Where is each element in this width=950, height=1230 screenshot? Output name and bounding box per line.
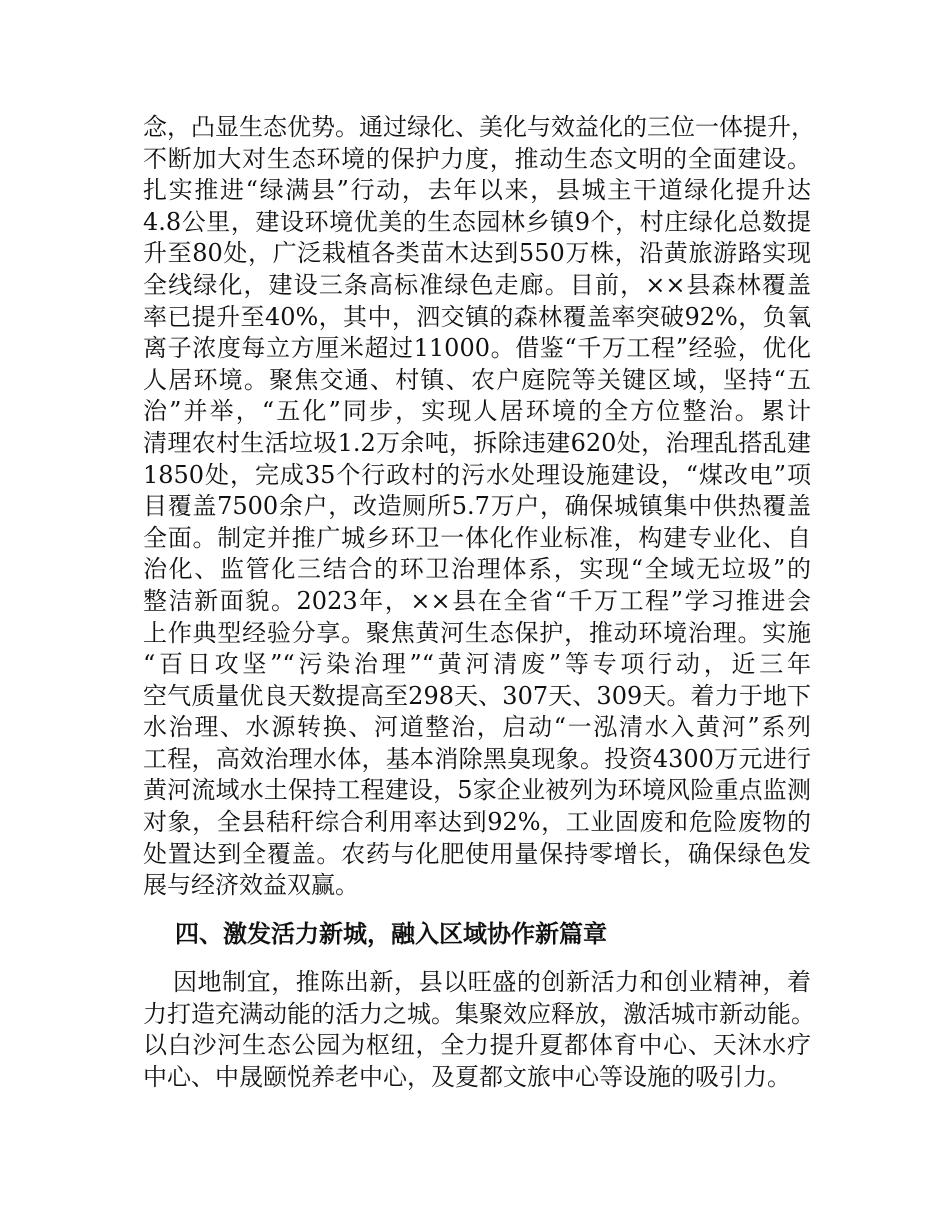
text-line: 扎实推进“绿满县”行动，去年以来，县城主干道绿化提升达: [143, 176, 811, 205]
text-line: 水治理、水源转换、河道整治，启动“一泓清水入黄河”系列: [143, 713, 811, 742]
text-line: 展与经济效益双赢。: [143, 871, 359, 900]
text-line: 全线绿化，建设三条高标准绿色走廊。目前，××县森林覆盖: [143, 270, 811, 299]
text-line: 4.8公里，建设环境优美的生态园林乡镇9个，村庄绿化总数提: [143, 207, 811, 236]
body-paragraph-vitality: [143, 967, 815, 1093]
text-line: “百日攻坚”“污染治理”“黄河清废”等专项行动，近三年: [143, 650, 811, 679]
text-line: 人居环境。聚焦交通、村镇、农户庭院等关键区域，坚持“五: [143, 365, 811, 394]
text-line: 治”并举，“五化”同步，实现人居环境的全方位整治。累计: [143, 397, 811, 426]
text-line: 离子浓度每立方厘米超过11000。借鉴“千万工程”经验，优化: [143, 334, 811, 363]
text-line: 不断加大对生态环境的保护力度，推动生态文明的全面建设。: [143, 144, 811, 173]
text-line: 工程，高效治理水体，基本消除黑臭现象。投资4300万元进行: [143, 744, 811, 773]
body-paragraph-ecology: [143, 112, 815, 902]
text-line: 1850处，完成35个行政村的污水处理设施建设，“煤改电”项: [143, 460, 811, 489]
text-line: 中心、中晟颐悦养老中心，及夏都文旅中心等设施的吸引力。: [143, 1062, 791, 1091]
text-line: 目覆盖7500余户，改造厕所5.7万户，确保城镇集中供热覆盖: [143, 492, 811, 521]
text-line: 治化、监管化三结合的环卫治理体系，实现“全域无垃圾”的: [143, 555, 811, 584]
text-line: 整洁新面貌。2023年，××县在全省“千万工程”学习推进会: [143, 586, 811, 615]
text-line: 空气质量优良天数提高至298天、307天、309天。着力于地下: [143, 681, 811, 710]
text-line: 处置达到全覆盖。农药与化肥使用量保持零增长，确保绿色发: [143, 839, 811, 868]
section-heading: 四、激发活力新城，融入区域协作新篇章: [175, 920, 607, 948]
text-line: 以白沙河生态公园为枢纽，全力提升夏都体育中心、天沐水疗: [143, 1031, 811, 1060]
text-line: 升至80处，广泛栽植各类苗木达到550万株，沿黄旅游路实现: [143, 239, 811, 268]
text-line: 率已提升至40%，其中，泗交镇的森林覆盖率突破92%，负氧: [143, 302, 811, 331]
text-line: 清理农村生活垃圾1.2万余吨，拆除违建620处，治理乱搭乱建: [143, 428, 811, 457]
text-line: 黄河流域水土保持工程建设，5家企业被列为环境风险重点监测: [143, 776, 811, 805]
text-line: 因地制宜，推陈出新，县以旺盛的创新活力和创业精神，着: [173, 968, 811, 996]
text-line: 全面。制定并推广城乡环卫一体化作业标准，构建专业化、自: [143, 523, 811, 552]
text-line: 念，凸显生态优势。通过绿化、美化与效益化的三位一体提升，: [143, 113, 815, 141]
text-line: 上作典型经验分享。聚焦黄河生态保护，推动环境治理。实施: [143, 618, 811, 647]
text-line: 对象，全县秸秆综合利用率达到92%，工业固废和危险废物的: [143, 808, 811, 837]
text-line: 力打造充满动能的活力之城。集聚效应释放，激活城市新动能。: [143, 999, 815, 1028]
